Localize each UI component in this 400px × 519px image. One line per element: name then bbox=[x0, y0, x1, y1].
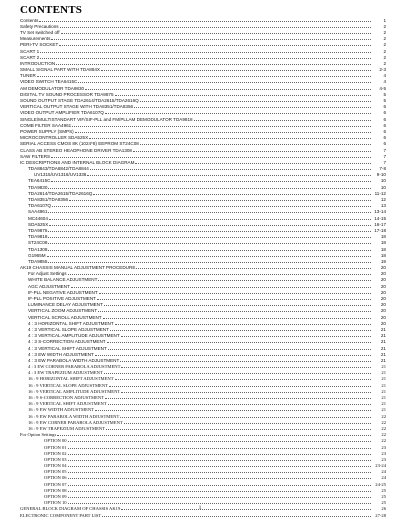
toc-entry-page: 18 bbox=[380, 234, 386, 240]
toc-entry-page: 5 bbox=[383, 98, 386, 104]
toc-entry-page: 25 bbox=[381, 500, 386, 506]
toc-entry-label: 4 : 3 VERTICAL AMPLITUDE ADJUSTMENT bbox=[28, 333, 120, 339]
toc-entry-label: TDA8843/TDA8842/TDA8844 bbox=[28, 166, 89, 172]
toc-entry-label: TDA2614/TDA2615/TDA2616Q bbox=[28, 190, 93, 196]
toc-entry-page: 1 bbox=[383, 17, 386, 23]
dot-leader bbox=[194, 116, 371, 121]
toc-entry-label: AK19 CHASSIS MANUAL ADJUSTMENT PROCEDURE bbox=[20, 265, 136, 271]
toc-entry-page: 7 bbox=[383, 159, 386, 165]
dot-leader bbox=[40, 54, 371, 59]
dot-leader bbox=[108, 401, 371, 406]
toc-entry-label: TDA1308 bbox=[28, 246, 48, 252]
dot-leader bbox=[105, 394, 371, 399]
dot-leader bbox=[105, 110, 371, 115]
toc-entry-page: 6 bbox=[383, 110, 386, 116]
toc-entry-page: 4 bbox=[383, 73, 386, 79]
dot-leader bbox=[68, 500, 371, 505]
toc-entry-page: 6 bbox=[383, 104, 386, 110]
toc-entry-page: 20 bbox=[380, 314, 386, 320]
toc-entry-label: UV1315/UV1316/UV1336 bbox=[34, 172, 87, 178]
toc-entry-page: 6 bbox=[383, 141, 386, 147]
dot-leader bbox=[51, 153, 371, 158]
toc-entry-label: 4 : 3 EW WIDTH ADJUSTMENT bbox=[28, 351, 94, 357]
toc-entry[interactable] bbox=[20, 512, 386, 518]
toc-entry-page: 26 bbox=[381, 506, 386, 512]
toc-entry-label: G1965M bbox=[28, 252, 46, 258]
dot-leader bbox=[68, 463, 371, 468]
toc-entry-label: Measurements bbox=[20, 36, 51, 42]
toc-entry-label: SAA4961 bbox=[28, 209, 48, 215]
dot-leader bbox=[136, 265, 371, 270]
toc-entry-label: TDA6107Q bbox=[28, 203, 51, 209]
dot-leader bbox=[93, 190, 371, 195]
toc-entry-label: OPTION 10 bbox=[44, 500, 67, 506]
toc-entry-label: 16 : 9 VERTICAL SHIFT ADJUSTMENT bbox=[28, 401, 107, 407]
toc-entry-page: 21 bbox=[380, 357, 386, 363]
dot-leader bbox=[95, 351, 371, 356]
toc-entry-page: 20 bbox=[380, 308, 386, 314]
toc-entry-page: 2-3 bbox=[379, 67, 386, 73]
dot-leader bbox=[99, 289, 371, 294]
dot-leader bbox=[90, 166, 371, 171]
toc-entry-label: 4 : 3 S-CORRECTION ADJUSTMENT bbox=[28, 339, 106, 345]
toc-entry-page: 21 bbox=[381, 395, 386, 401]
dot-leader bbox=[104, 302, 371, 307]
dot-leader bbox=[48, 209, 371, 214]
dot-leader bbox=[87, 172, 371, 177]
dot-leader bbox=[71, 283, 371, 288]
toc-entry-page: 25 bbox=[381, 494, 386, 500]
dot-leader bbox=[104, 370, 371, 375]
dot-leader bbox=[121, 333, 371, 338]
toc-entry-label: PERI-TV SOCKET bbox=[20, 42, 59, 48]
toc-entry-label: TDA9818 bbox=[28, 234, 48, 240]
toc-entry-page: 20 bbox=[380, 302, 386, 308]
toc-entry-label: VIDEO SWITCH TEA6415C bbox=[20, 79, 78, 85]
toc-entry-label: Contents bbox=[20, 17, 39, 23]
toc-entry-page: 20 bbox=[380, 296, 386, 302]
dot-leader bbox=[48, 258, 371, 263]
contents-page bbox=[20, 4, 386, 518]
toc-entry-label: TDA9855 bbox=[28, 258, 48, 264]
dot-leader bbox=[75, 128, 371, 133]
dot-leader bbox=[47, 252, 371, 257]
toc-entry-page: 20 bbox=[380, 320, 386, 326]
dot-leader bbox=[121, 388, 371, 393]
toc-entry-page: 23 bbox=[381, 444, 386, 450]
toc-entry-label: TDA9875 bbox=[28, 227, 48, 233]
toc-entry-label: OPTION 01 bbox=[44, 444, 67, 450]
toc-entry-label: 16 : 9 VERTICAL SLOPE ADJUSTMENT bbox=[28, 382, 108, 388]
toc-entry-label: SCART 1 bbox=[20, 48, 40, 54]
toc-entry-page: 2 bbox=[383, 54, 386, 60]
toc-entry-page: 21 bbox=[381, 401, 386, 407]
toc-entry-label: IF-PLL NEGATIVE ADJUSTMENT bbox=[28, 289, 98, 295]
toc-entry-label: SDA525X bbox=[28, 221, 49, 227]
toc-entry-label: IC DESCRIPTIONS AND INTERNAL BLOCK DIAGRAM bbox=[20, 159, 135, 165]
toc-entry-page: 2 bbox=[383, 42, 386, 48]
toc-entry-label: 4 : 3 HORIZONTAL SHIFT ADJUSTMENT bbox=[28, 320, 114, 326]
toc-entry-page: 24-25 bbox=[375, 481, 386, 487]
dot-leader bbox=[107, 339, 371, 344]
toc-entry-page: 10 bbox=[380, 184, 386, 190]
dot-leader bbox=[49, 221, 371, 226]
toc-entry-label: OPTION 07 bbox=[44, 481, 67, 487]
toc-entry-label: 4 : 3 VERTICAL SLOPE ADJUSTMENT bbox=[28, 326, 109, 332]
toc-entry-label: OPTION 08 bbox=[44, 487, 67, 493]
dot-leader bbox=[106, 425, 371, 430]
toc-entry-page: 23 bbox=[381, 456, 386, 462]
toc-entry-label: SERIAL ACCESS CMOS 8K (1024*8) EEPROM ST24C08 bbox=[20, 141, 139, 147]
dot-leader bbox=[102, 512, 371, 517]
dot-leader bbox=[68, 444, 371, 449]
dot-leader bbox=[97, 295, 371, 300]
toc-entry-page: 2 bbox=[383, 48, 386, 54]
toc-entry-label: MICROCONTROLLER SDA525X bbox=[20, 135, 89, 141]
toc-entry-page: 21 bbox=[380, 345, 386, 351]
toc-entry-page: 6 bbox=[383, 116, 386, 122]
page-number: 1 bbox=[198, 506, 202, 511]
dot-leader bbox=[68, 475, 371, 480]
toc-entry-label: IF-PLL POSITIVE ADJUSTMENT bbox=[28, 296, 96, 302]
toc-entry-label: 16 : 9 HORIZONTAL SHIFT ADJUSTMENT bbox=[28, 376, 114, 382]
toc-entry-label: SMALL SIGNAL PART WITH TDA884X bbox=[20, 67, 100, 73]
toc-entry-label: TEA6415C bbox=[28, 178, 51, 184]
toc-entry-page: 18 bbox=[380, 240, 386, 246]
toc-entry-page: 22 bbox=[381, 438, 386, 444]
toc-entry-page: 24 bbox=[381, 469, 386, 475]
toc-list bbox=[20, 17, 386, 518]
toc-entry-label: OPTION 06 bbox=[44, 475, 67, 481]
toc-entry-page: 20 bbox=[380, 271, 386, 277]
dot-leader bbox=[48, 184, 371, 189]
toc-entry-label: TDA8351/TDA8356 bbox=[28, 197, 69, 203]
dot-leader bbox=[51, 36, 371, 41]
dot-leader bbox=[48, 240, 371, 245]
dot-leader bbox=[48, 234, 371, 239]
dot-leader bbox=[89, 135, 371, 140]
toc-entry-label: 4 : 3 EW TRAPEZIUM ADJUSTMENT bbox=[28, 370, 103, 376]
dot-leader bbox=[69, 196, 371, 201]
toc-entry-page: 6 bbox=[383, 122, 386, 128]
toc-entry-page: 17-18 bbox=[374, 227, 386, 233]
dot-leader bbox=[39, 17, 371, 22]
dot-leader bbox=[101, 67, 371, 72]
toc-entry-page: 2 bbox=[383, 60, 386, 66]
toc-entry-page: 23 bbox=[381, 450, 386, 456]
dot-leader bbox=[68, 271, 371, 276]
toc-entry-page: 21 bbox=[380, 351, 386, 357]
dot-leader bbox=[140, 97, 371, 102]
toc-entry-label: OPTION 03 bbox=[44, 456, 67, 462]
toc-entry-page: 21 bbox=[381, 364, 386, 370]
toc-entry-page: 21 bbox=[381, 382, 386, 388]
toc-entry-label: CLASS AB STEREO HEADPHONE DRIVER TDA1308 bbox=[20, 147, 132, 153]
dot-leader bbox=[51, 178, 371, 183]
toc-entry-page: 21 bbox=[380, 339, 386, 345]
dot-leader bbox=[60, 23, 371, 28]
toc-entry-label: VERTICAL OUTPUT STAGE WITH TDA8351/TDA8356 bbox=[20, 104, 134, 110]
toc-entry-label: For Option Settings bbox=[20, 432, 57, 438]
toc-entry-page: 27-28 bbox=[375, 512, 386, 518]
toc-entry-page: 6 bbox=[383, 128, 386, 134]
toc-entry-label: TV Set switched off bbox=[20, 29, 60, 35]
toc-entry-label: LUMINANCE DELAY ADJUSTMENT bbox=[28, 302, 103, 308]
dot-leader bbox=[124, 419, 371, 424]
dot-leader bbox=[59, 42, 371, 47]
toc-entry-label: ST24C08 bbox=[28, 240, 48, 246]
dot-leader bbox=[68, 493, 371, 498]
toc-entry-label: 16 : 9 S-CORRECTION ADJUSTMENT bbox=[28, 395, 105, 401]
dot-leader bbox=[40, 48, 371, 53]
toc-entry-page: 18 bbox=[380, 246, 386, 252]
dot-leader bbox=[52, 203, 371, 208]
dot-leader bbox=[134, 104, 371, 109]
toc-entry-page: 25 bbox=[381, 487, 386, 493]
toc-entry-label: WHITE BALANCE ADJUSTMENT bbox=[28, 277, 98, 283]
toc-entry-page: 21 bbox=[380, 326, 386, 332]
toc-entry-page: 11-12 bbox=[374, 190, 386, 196]
toc-entry-page: 13-14 bbox=[374, 209, 386, 215]
toc-entry-label: DIGITAL TV SOUND PROCESSOR TDA9875 bbox=[20, 91, 114, 97]
toc-entry-page: 19 bbox=[380, 258, 386, 264]
dot-leader bbox=[115, 91, 371, 96]
dot-leader bbox=[120, 413, 371, 418]
toc-entry-label: GENERAL BLOCK DIAGRAM OF CHASSIS AK19 bbox=[20, 506, 121, 512]
toc-entry-label: Safety Precautions bbox=[20, 23, 59, 29]
toc-entry-page: 9-10 bbox=[376, 172, 386, 178]
toc-entry-page: 2 bbox=[383, 29, 386, 35]
dot-leader bbox=[68, 469, 371, 474]
toc-entry-label: ELECTRONIC COMPONENT PART LIST bbox=[20, 512, 102, 518]
toc-entry-page: 21 bbox=[381, 388, 386, 394]
toc-entry-page: 2 bbox=[383, 36, 386, 42]
dot-leader bbox=[57, 432, 371, 437]
toc-entry-page: 21 bbox=[380, 333, 386, 339]
toc-entry-label: 16 : 9 EW TRAPEZIUM ADJUSTMENT bbox=[28, 425, 106, 431]
dot-leader bbox=[68, 487, 371, 492]
toc-entry-page: 7 bbox=[383, 147, 386, 153]
dot-leader bbox=[85, 85, 371, 90]
toc-entry-page: 20 bbox=[380, 265, 386, 271]
dot-leader bbox=[115, 320, 371, 325]
toc-entry-page: 7 bbox=[383, 153, 386, 159]
toc-entry-label: For Adjust Settings bbox=[28, 271, 67, 277]
dot-leader bbox=[56, 60, 371, 65]
toc-entry-label: OPTION 09 bbox=[44, 494, 67, 500]
toc-entry-label: MC44604 bbox=[28, 215, 48, 221]
toc-entry-label: POWER SUPPLY (SMPS) bbox=[20, 128, 74, 134]
toc-entry-label: 4 : 3 EW CORNER PARABOLA ADJUSTMENT bbox=[28, 364, 121, 370]
toc-entry-page: 12 bbox=[380, 197, 386, 203]
toc-entry-page: 2 bbox=[383, 23, 386, 29]
toc-entry-label: AGC ADJUSTMENT bbox=[28, 283, 70, 289]
toc-entry-page: 16-17 bbox=[374, 221, 386, 227]
toc-entry-label: 16 : 9 VERTICAL AMPLITUDE ADJUSTMENT bbox=[28, 388, 121, 394]
toc-entry-page: 22 bbox=[381, 413, 386, 419]
toc-entry-page: 18 bbox=[380, 252, 386, 258]
toc-entry-label: OPTION 04 bbox=[44, 463, 67, 469]
dot-leader bbox=[115, 376, 371, 381]
dot-leader bbox=[108, 345, 371, 350]
dot-leader bbox=[68, 456, 371, 461]
dot-leader bbox=[103, 314, 371, 319]
toc-entry-label: SCART 2 bbox=[20, 54, 40, 60]
dot-leader bbox=[49, 215, 371, 220]
toc-entry-label: SOUND OUTPUT STAGE TDA2614/TDA2615/TDA2616Q bbox=[20, 98, 139, 104]
dot-leader bbox=[68, 450, 371, 455]
toc-entry-label: TUNER bbox=[20, 73, 36, 79]
toc-entry-label: SAW FILTERS bbox=[20, 153, 51, 159]
dot-leader bbox=[68, 438, 371, 443]
toc-entry-page: 4-5 bbox=[379, 85, 386, 91]
toc-entry-label: 4 : 3 VERTICAL SHIFT ADJUSTMENT bbox=[28, 345, 107, 351]
toc-entry-label: OPTION 05 bbox=[44, 469, 67, 475]
dot-leader bbox=[135, 159, 371, 164]
dot-leader bbox=[110, 326, 371, 331]
toc-entry-label: 16 : 9 EW WIDTH ADJUSTMENT bbox=[28, 407, 95, 413]
toc-entry-page: 21 bbox=[381, 407, 386, 413]
toc-entry-label: COMB FILTER SAA4961 bbox=[20, 122, 72, 128]
toc-entry-page: 13 bbox=[380, 203, 386, 209]
toc-entry-page: 10 bbox=[380, 178, 386, 184]
dot-leader bbox=[95, 407, 371, 412]
toc-entry-label: VERTICAL SCROLL ADJUSTMENT bbox=[28, 314, 102, 320]
toc-entry-page: 4 bbox=[383, 79, 386, 85]
page-title: CONTENTS bbox=[20, 4, 83, 16]
toc-entry-page: 22 bbox=[381, 419, 386, 425]
toc-entry-label: SINGLE/MULTISTANDART VIF/SIF-PLL and FM/PLLAM DEMODULATOR TDA9818 bbox=[20, 116, 193, 122]
dot-leader bbox=[68, 481, 371, 486]
dot-leader bbox=[37, 73, 371, 78]
toc-entry-page: 14-15 bbox=[374, 215, 386, 221]
dot-leader bbox=[120, 357, 371, 362]
toc-entry-page: 20 bbox=[380, 289, 386, 295]
toc-entry-page: 21 bbox=[381, 370, 386, 376]
dot-leader bbox=[48, 246, 371, 251]
toc-entry-page: 22 bbox=[381, 432, 386, 438]
toc-entry-label: VIDEO OUTPUT AMPLIFIER TDA6107Q bbox=[20, 110, 104, 116]
toc-entry-page: 5 bbox=[383, 91, 386, 97]
dot-leader bbox=[109, 382, 371, 387]
toc-entry-label: 4 : 3 EW PARABOLA WIDTH ADJUSTMENT bbox=[28, 357, 120, 363]
toc-entry-page: 24 bbox=[381, 475, 386, 481]
toc-entry-label: OPTION 00 bbox=[44, 438, 67, 444]
toc-entry-page: 20 bbox=[380, 277, 386, 283]
toc-entry-label: AM DEMODULATOR TDA9830 bbox=[20, 85, 85, 91]
dot-leader bbox=[72, 122, 371, 127]
toc-entry-label: 16 : 9 EW PARABOLA WIDTH ADJUSTMENT bbox=[28, 413, 120, 419]
dot-leader bbox=[140, 141, 371, 146]
dot-leader bbox=[78, 79, 371, 84]
toc-entry-page: 20 bbox=[380, 283, 386, 289]
toc-entry-label: 16 : 9 EW CORNER PARABOLA ADJUSTMENT bbox=[28, 419, 123, 425]
toc-entry-page: 7-8 bbox=[379, 166, 386, 172]
dot-leader bbox=[98, 277, 371, 282]
dot-leader bbox=[48, 227, 371, 232]
toc-entry-label: INTRODUCTION bbox=[20, 60, 56, 66]
toc-entry-page: 21 bbox=[381, 376, 386, 382]
toc-entry-label: VERTICAL ZOOM ADJUSTMENT bbox=[28, 308, 98, 314]
dot-leader bbox=[61, 29, 372, 34]
toc-entry-page: 23-24 bbox=[375, 463, 386, 469]
toc-entry-page: 22 bbox=[381, 425, 386, 431]
toc-entry-page: 6 bbox=[383, 135, 386, 141]
dot-leader bbox=[133, 147, 371, 152]
dot-leader bbox=[98, 308, 371, 313]
toc-entry-label: OPTION 02 bbox=[44, 450, 67, 456]
toc-entry-label: TDA9830 bbox=[28, 184, 48, 190]
dot-leader bbox=[121, 364, 371, 369]
